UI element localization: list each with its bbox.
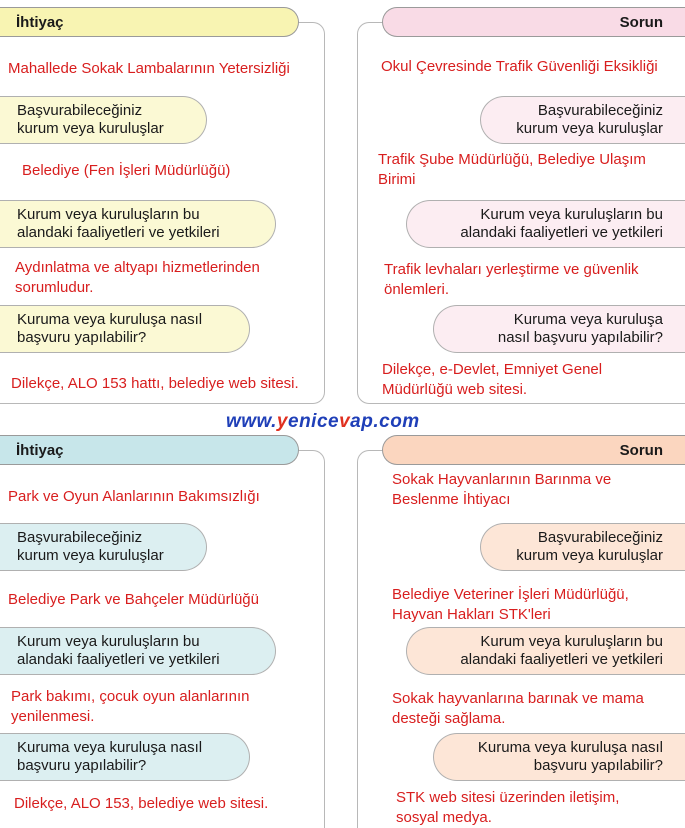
q1-a-apply: Dilekçe, ALO 153 hattı, belediye web sitesi. — [11, 375, 299, 392]
q1-a-duties-line1: Aydınlatma ve altyapı hizmetlerinden — [15, 259, 260, 276]
q4-a-institution — [392, 585, 629, 625]
q3-q-apply-line1: Kuruma veya kuruluşa nasıl — [17, 739, 203, 756]
watermark-accent1: y — [276, 411, 288, 432]
q2-q-apply-line2: nasıl başvuru yapılabilir? — [497, 329, 663, 346]
q4-q-institution — [480, 523, 685, 571]
q1-a-institution: Belediye (Fen İşleri Müdürlüğü) — [22, 162, 231, 179]
q4-q-apply-line2: başvuru yapılabilir? — [533, 757, 663, 774]
q2-a-apply — [382, 360, 602, 400]
q2-q-apply-line1: Kuruma veya kuruluşa — [513, 311, 663, 328]
q2-q-apply — [433, 305, 685, 353]
q1-a-duties — [15, 258, 260, 298]
q3-topic: Park ve Oyun Alanlarının Bakımsızlığı — [8, 488, 260, 505]
q4-topic — [392, 470, 611, 510]
q4-q-institution-line2: kurum veya kuruluşlar — [516, 547, 663, 564]
q3-q-institution-line1: Başvurabileceğiniz — [17, 529, 143, 546]
q4-q-duties — [406, 627, 685, 675]
q3-header — [0, 435, 299, 465]
q3-q-duties-line2: alandaki faaliyetleri ve yetkileri — [17, 651, 220, 668]
q1-q-duties-line2: alandaki faaliyetleri ve yetkileri — [17, 224, 220, 241]
q3-header-label: İhtiyaç — [16, 441, 64, 459]
q2-a-apply-line2: Müdürlüğü web sitesi. — [382, 381, 528, 398]
q3-q-duties — [0, 627, 276, 675]
q3-a-apply: Dilekçe, ALO 153, belediye web sitesi. — [14, 795, 269, 812]
watermark-mid2: ap.com — [350, 411, 420, 432]
q1-topic: Mahallede Sokak Lambalarının Yetersizliği — [8, 60, 290, 77]
q4-a-apply — [396, 788, 619, 828]
q2-q-duties-line2: alandaki faaliyetleri ve yetkileri — [460, 224, 663, 241]
q3-q-duties-line1: Kurum veya kuruluşların bu — [17, 633, 200, 650]
q2-header — [382, 7, 685, 37]
q3-q-institution — [0, 523, 207, 571]
q1-q-institution-line2: kurum veya kuruluşlar — [17, 120, 164, 137]
q3-a-duties-line2: yenilenmesi. — [11, 708, 95, 725]
q4-a-apply-line1: STK web sitesi üzerinden iletişim, — [396, 789, 620, 806]
q3-q-institution-line2: kurum veya kuruluşlar — [17, 547, 164, 564]
q4-a-apply-line2: sosyal medya. — [396, 809, 492, 826]
q2-q-duties — [406, 200, 685, 248]
q2-a-duties-line2: önlemleri. — [384, 281, 450, 298]
q1-q-duties — [0, 200, 276, 248]
q2-q-institution — [480, 96, 685, 144]
q2-a-apply-line1: Dilekçe, e-Devlet, Emniyet Genel — [382, 361, 603, 378]
q1-header — [0, 7, 299, 37]
watermark — [226, 411, 420, 433]
q1-q-institution-line1: Başvurabileceğiniz — [17, 102, 143, 119]
q2-header-label: Sorun — [619, 13, 663, 31]
q4-q-apply-line1: Kuruma veya kuruluşa nasıl — [477, 739, 663, 756]
q4-q-duties-line1: Kurum veya kuruluşların bu — [480, 633, 663, 650]
q1-a-duties-line2: sorumludur. — [15, 279, 94, 296]
q4-a-duties-line1: Sokak hayvanlarına barınak ve mama — [392, 690, 644, 707]
q1-q-institution — [0, 96, 207, 144]
q4-a-duties — [392, 689, 644, 729]
q2-a-institution-line2: Birimi — [378, 171, 416, 188]
q4-a-institution-line1: Belediye Veteriner İşleri Müdürlüğü, — [392, 586, 629, 603]
q1-header-label: İhtiyaç — [16, 13, 64, 31]
q4-topic-line1: Sokak Hayvanlarının Barınma ve — [392, 471, 612, 488]
q3-q-apply — [0, 733, 250, 781]
q2-q-institution-line1: Başvurabileceğiniz — [537, 102, 663, 119]
q3-a-institution: Belediye Park ve Bahçeler Müdürlüğü — [8, 591, 259, 608]
q1-q-apply — [0, 305, 250, 353]
q1-q-apply-line2: başvuru yapılabilir? — [17, 329, 147, 346]
q2-a-institution — [378, 150, 646, 190]
q3-q-apply-line2: başvuru yapılabilir? — [17, 757, 147, 774]
q4-header — [382, 435, 685, 465]
q4-q-duties-line2: alandaki faaliyetleri ve yetkileri — [460, 651, 663, 668]
q4-a-institution-line2: Hayvan Hakları STK'leri — [392, 606, 551, 623]
q2-q-duties-line1: Kurum veya kuruluşların bu — [480, 206, 663, 223]
q2-q-institution-line2: kurum veya kuruluşlar — [516, 120, 663, 137]
q3-a-duties — [11, 687, 249, 727]
watermark-prefix: www. — [226, 411, 277, 432]
q2-a-institution-line1: Trafik Şube Müdürlüğü, Belediye Ulaşım — [378, 151, 646, 168]
q2-a-duties — [384, 260, 639, 300]
q4-header-label: Sorun — [619, 441, 663, 459]
q2-topic: Okul Çevresinde Trafik Güvenliği Eksikliği — [381, 58, 658, 75]
q4-topic-line2: Beslenme İhtiyacı — [392, 491, 511, 508]
q4-q-institution-line1: Başvurabileceğiniz — [537, 529, 663, 546]
q3-a-duties-line1: Park bakımı, çocuk oyun alanlarının — [11, 688, 250, 705]
q4-q-apply — [433, 733, 685, 781]
q1-q-duties-line1: Kurum veya kuruluşların bu — [17, 206, 200, 223]
q2-a-duties-line1: Trafik levhaları yerleştirme ve güvenlik — [384, 261, 639, 278]
q1-q-apply-line1: Kuruma veya kuruluşa nasıl — [17, 311, 203, 328]
q4-a-duties-line2: desteği sağlama. — [392, 710, 506, 727]
watermark-mid1: enice — [288, 411, 340, 432]
watermark-accent2: v — [339, 411, 351, 432]
